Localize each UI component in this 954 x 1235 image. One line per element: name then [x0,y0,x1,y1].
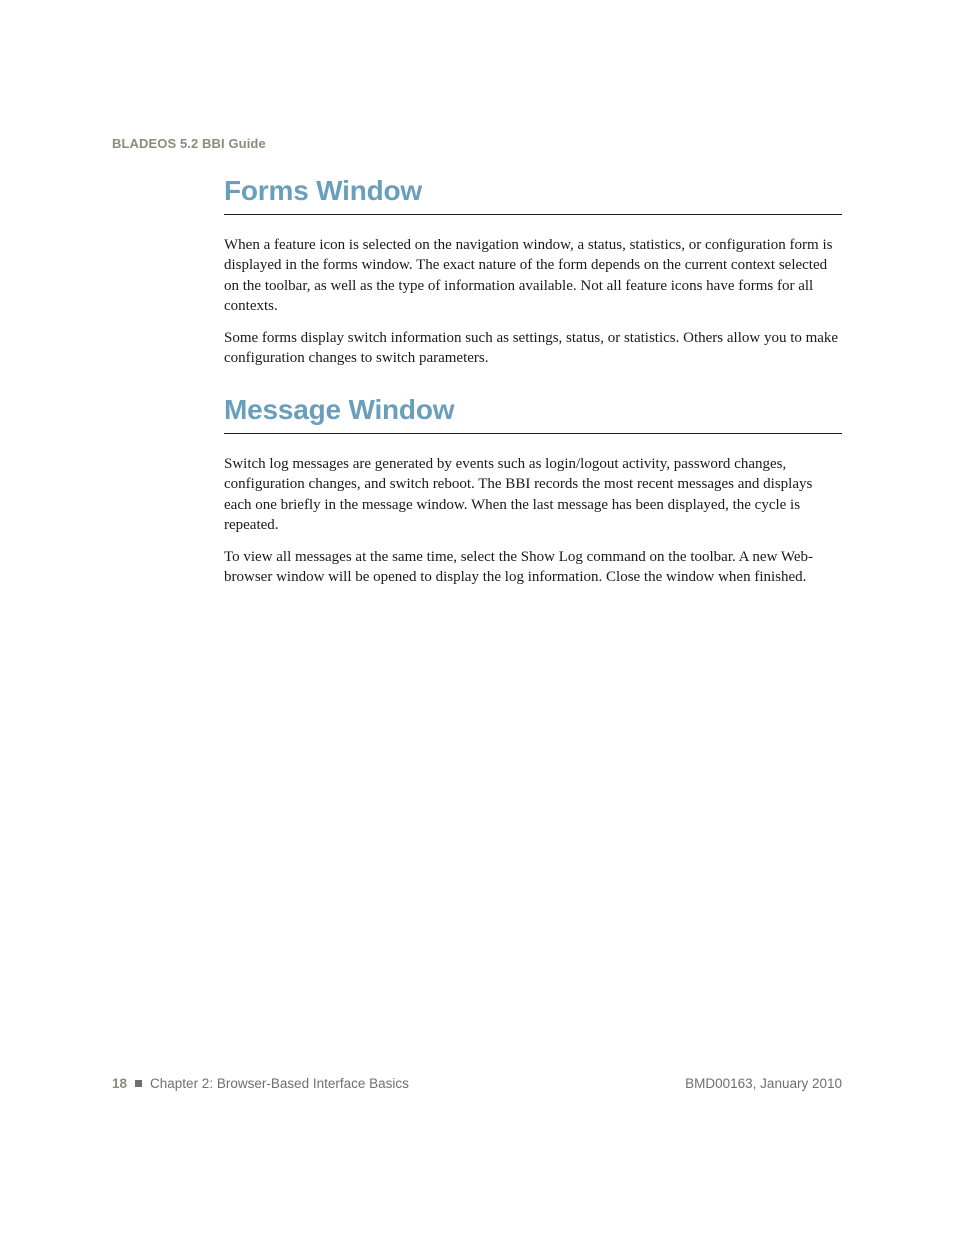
running-header: BLADEOS 5.2 BBI Guide [112,136,266,151]
section-message-window [224,393,842,588]
section-forms-window [224,174,842,369]
section-title: Forms Window [224,174,842,215]
chapter-title: Chapter 2: Browser-Based Interface Basics [150,1076,409,1091]
section-title: Message Window [224,393,842,434]
page-number: 18 [112,1076,128,1091]
paragraph: When a feature icon is selected on the navigation window, a status, statistics, or configuration form is displayed in the forms window. The exact nature of the form depends on the current context selected on the toolbar, as well as the type of information available. Not all feature icons have forms for all contexts. [224,237,833,314]
paragraph: Some forms display switch information such as settings, status, or statistics. Others allow you to make configuration changes to switch parameters. [224,330,839,367]
paragraph: To view all messages at the same time, select the Show Log command on the toolbar. A new Web-browser window will be opened to display the log information. Close the window when finished. [224,549,813,586]
page-footer [112,1076,842,1091]
paragraph: Switch log messages are generated by events such as login/logout activity, password changes, configuration changes, and switch reboot. The BBI records the most recent messages and displays each one briefly in the message window. When the last message has been displayed, the cycle is repeated. [224,456,813,533]
document-id: BMD00163, January 2010 [685,1076,842,1091]
square-bullet-icon [135,1080,142,1087]
